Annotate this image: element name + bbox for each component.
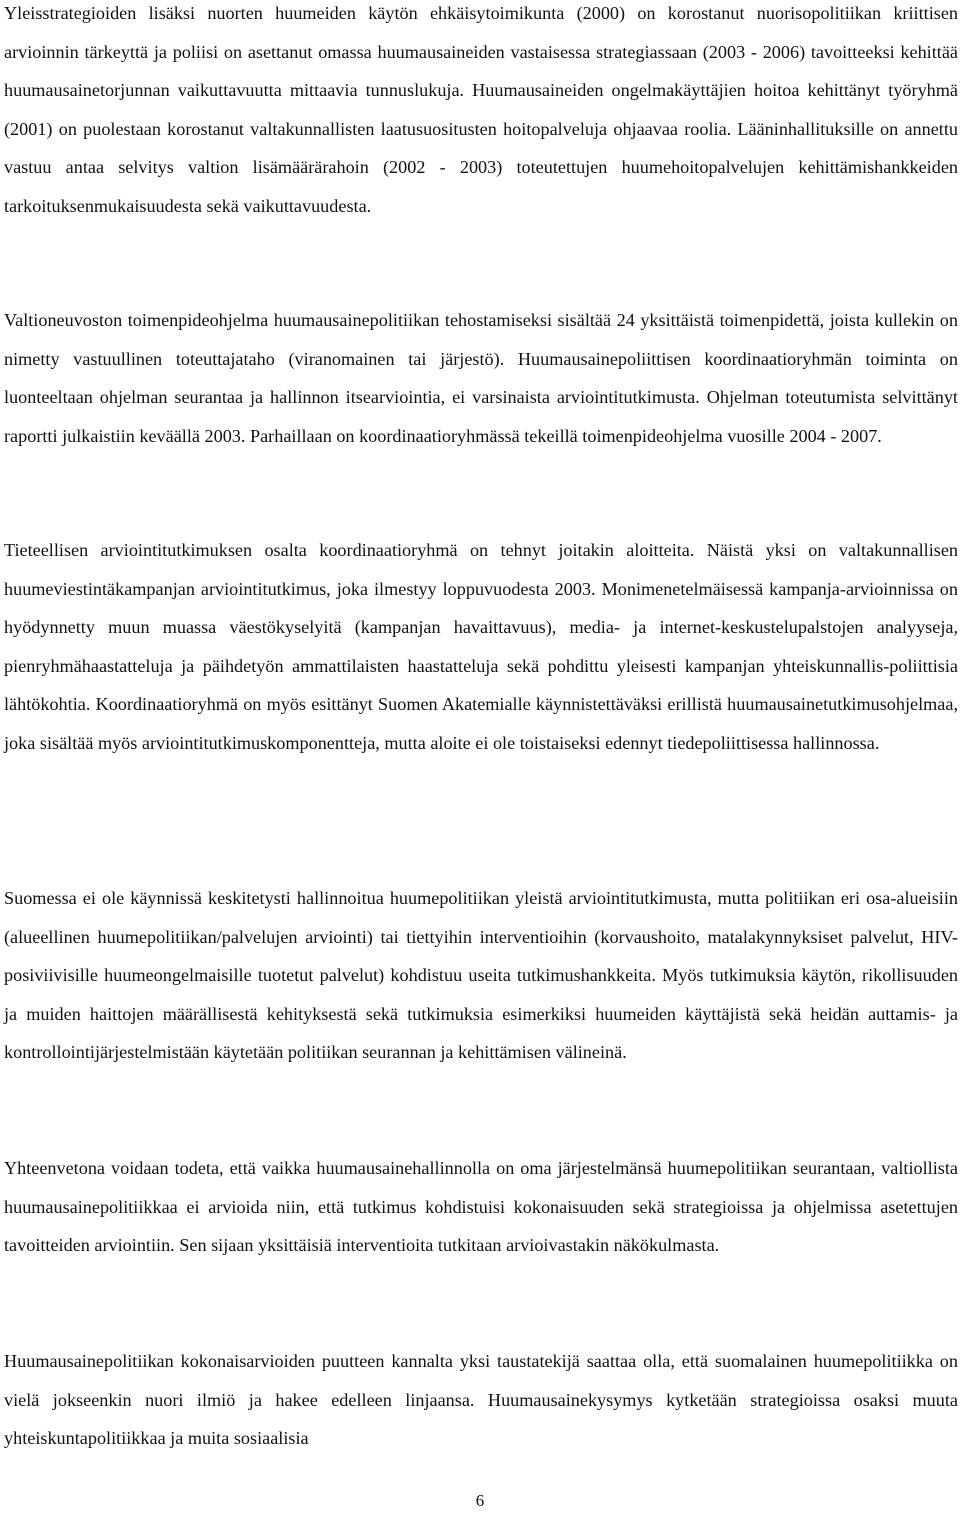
paragraph-1: Yleisstrategioiden lisäksi nuorten huumeiden käytön ehkäisytoimikunta (2000) on korostanut nuorisopolitiikan kriittisen arvioinnin tärkeyttä ja poliisi on asettanut omassa huumausaineiden vastaisessa strategiassaan (2003 - 2006) tavoitteeksi kehittää huumausainetorjunnan vaikuttavuutta mittaavia tunnuslukuja. Huumausaineiden ongelmakäyttäjien hoitoa kehittänyt työryhmä (2001) on puolestaan korostanut valtakunnallisten laatusuositusten hoitopalveluja ohjaavaa roolia. Lääninhallituksille on annettu vastuu antaa selvitys valtion lisämäärärahoin (2002 - 2003) toteutettujen huumehoitopalvelujen kehittämishankkeiden tarkoituksenmukaisuudesta sekä vaikuttavuudesta.	[4, 3, 958, 216]
page-number: 6	[475, 1491, 485, 1510]
paragraph-5: Yhteenvetona voidaan todeta, että vaikka huumausainehallinnolla on oma järjestelmänsä huumepolitiikan seurantaan, valtiollista huumausainepolitiikkaa ei arvioida niin, että tutkimus kohdistuisi kokonaisuuden sekä strategioissa ja ohjelmissa asetettujen tavoitteiden arviointiin. Sen sijaan yksittäisiä interventioita tutkitaan arvioivastakin näkökulmasta.	[4, 1158, 958, 1256]
paragraph-2: Valtioneuvoston toimenpideohjelma huumausainepolitiikan tehostamiseksi sisältää 24 yksittäistä toimenpidettä, joista kullekin on nimetty vastuullinen toteuttajataho (viranomainen tai järjestö). Huumausainepoliittisen koordinaatioryhmän toiminta on luonteeltaan ohjelman seurantaa ja hallinnon itsearviointia, ei varsinaista arviointitutkimusta. Ohjelman toteutumista selvittänyt raportti julkaistiin keväällä 2003. Parhaillaan on koordinaatioryhmässä tekeillä toimenpideohjelma vuosille 2004 - 2007.	[4, 310, 958, 446]
paragraph-6: Huumausainepolitiikan kokonaisarvioiden puutteen kannalta yksi taustatekijä saattaa olla, että suomalainen huumepolitiikka on vielä jokseenkin nuori ilmiö ja hakee edelleen linjaansa. Huumausainekysymys kytketään strategioissa osaksi muuta yhteiskuntapolitiikkaa ja muita sosiaalisia	[4, 1351, 958, 1449]
paragraph-4: Suomessa ei ole käynnissä keskitetysti hallinnoitua huumepolitiikan yleistä arviointitutkimusta, mutta politiikan eri osa-alueisiin (alueellinen huumepolitiikan/palvelujen arviointi) tai tiettyihin interventioihin (korvaushoito, matalakynnyksiset palvelut, HIV-posiviivisille huumeongelmaisille tuotetut palvelut) kohdistuu useita tutkimushankkeita. Myös tutkimuksia käytön, rikollisuuden ja muiden haittojen määrällisestä kehityksestä sekä tutkimuksia esimerkiksi huumeiden käyttäjistä sekä heidän auttamis- ja kontrollointijärjestelmistään käytetään politiikan seurannan ja kehittämisen välineinä.	[4, 888, 958, 1063]
paragraph-3: Tieteellisen arviointitutkimuksen osalta koordinaatioryhmä on tehnyt joitakin aloitteita. Näistä yksi on valtakunnallisen huumeviestintäkampanjan arviointitutkimus, joka ilmestyy loppuvuodesta 2003. Monimenetelmäisessä kampanja-arvioinnissa on hyödynnetty muun muassa väestökyselyitä (kampanjan havaittavuus), media- ja internet-keskustelupalstojen analyyseja, pienryhmähaastatteluja ja päihdetyön ammattilaisten haastatteluja sekä pohdittu yleisesti kampanjan yhteiskunnallis-poliittisia lähtökohtia. Koordinaatioryhmä on myös esittänyt Suomen Akatemialle käynnistettäväksi erillistä huumausainetutkimusohjelmaa, joka sisältää myös arviointitutkimuskomponentteja, mutta aloite ei ole toistaiseksi edennyt tiedepoliittisessa hallinnossa.	[4, 540, 958, 753]
